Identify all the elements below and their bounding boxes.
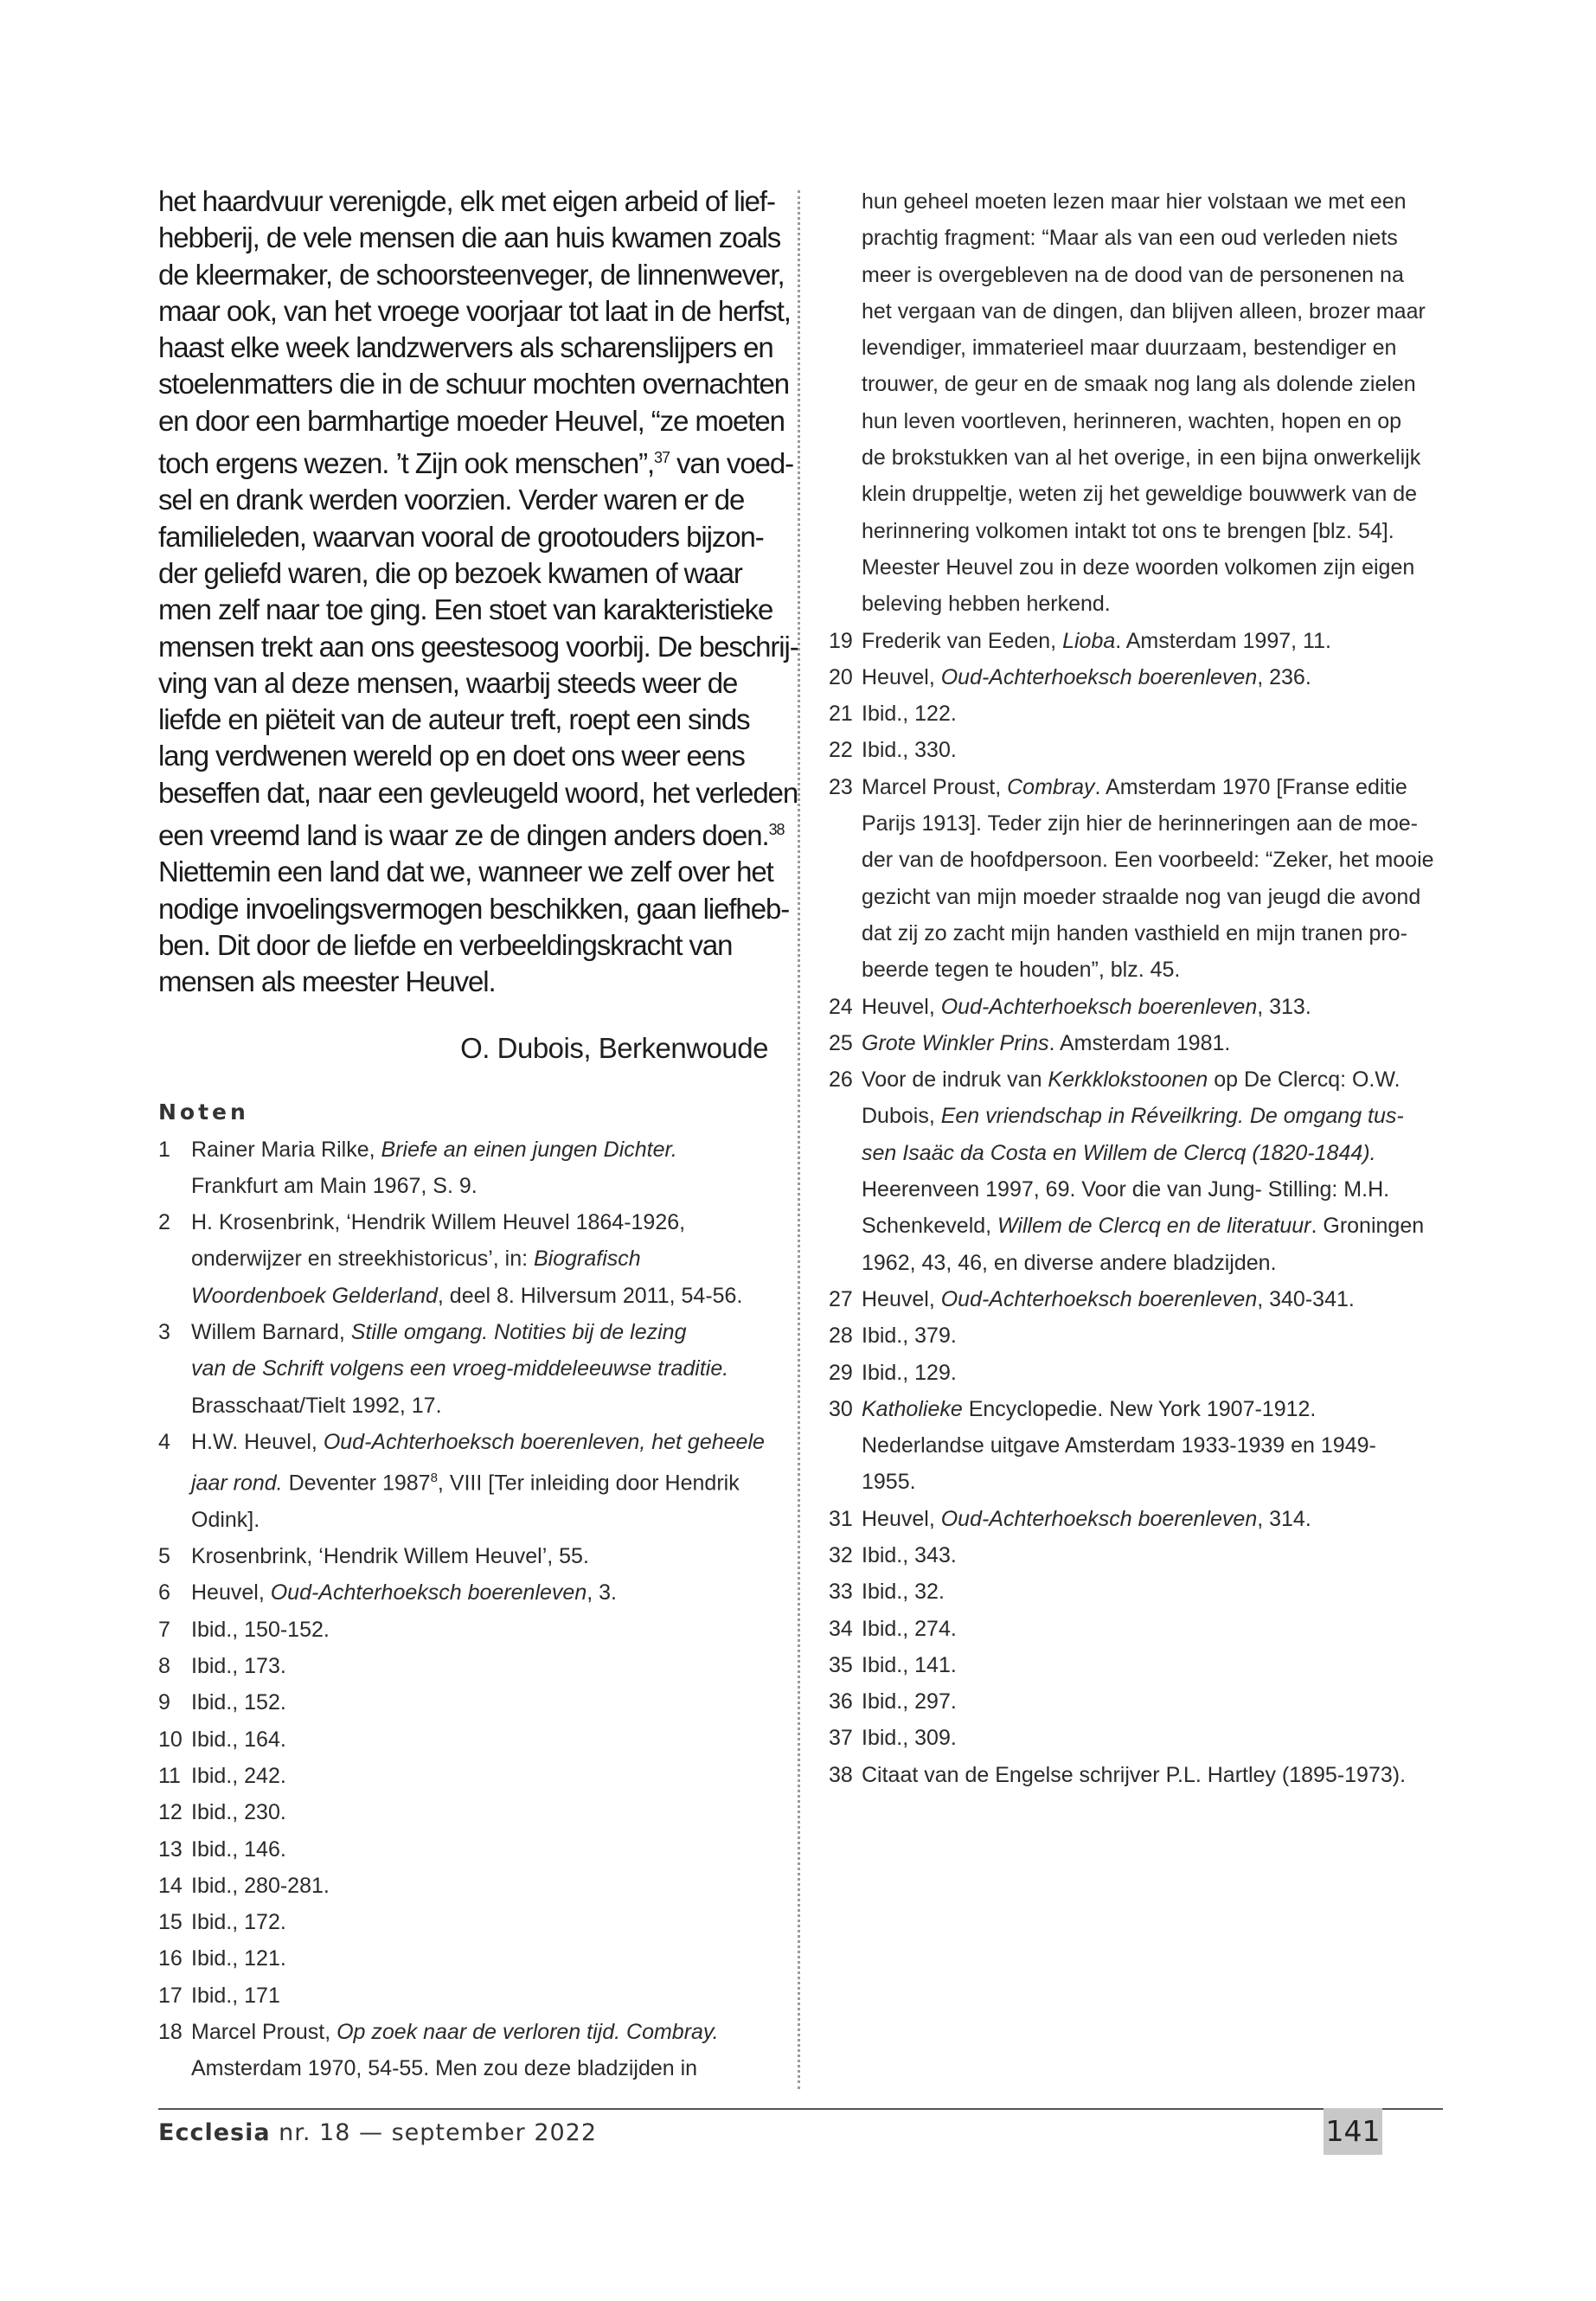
- footnote-32: 32 Ibid., 343.: [829, 1542, 957, 1567]
- article-body: [158, 183, 798, 1001]
- footnote-17: 17 Ibid., 171: [158, 1983, 280, 2008]
- footnote-29: 29 Ibid., 129.: [829, 1360, 957, 1385]
- body-line: toch ergens wezen. ’t Zijn ook menschen”,$^{37}$ van voed-: [158, 447, 793, 480]
- body-line: Niettemin een land dat we, wanneer we zelf over het: [158, 856, 773, 888]
- footnote-8: 8 Ibid., 173.: [158, 1654, 286, 1679]
- footnote-35: 35 Ibid., 141.: [829, 1652, 957, 1677]
- journal-name: Ecclesia: [158, 2119, 271, 2146]
- body-line: en door een barmhartige moeder Heuvel, “ze moeten: [158, 404, 785, 437]
- footnote-33: 33 Ibid., 32.: [829, 1580, 945, 1605]
- body-line: familieleden, waarvan vooral de grootouders bijzon-: [158, 520, 764, 553]
- body-line: lang verdwenen wereld op en doet ons weer eens: [158, 740, 745, 772]
- footnote-21: 21 Ibid., 122.: [829, 702, 957, 727]
- footnote-37: 37 Ibid., 309.: [829, 1726, 957, 1751]
- footer-rule: [158, 2108, 1443, 2110]
- footnote-13: 13 Ibid., 146.: [158, 1836, 286, 1862]
- footnote-18: 18 Marcel Proust, Op zoek naar de verloren tijd. Combray. Amsterdam 1970, 54-55. Men zou deze bladzijden in: [158, 2019, 719, 2081]
- footnote-27: 27 Heuvel, Oud-Achterhoeksch boerenleven, 340-341.: [829, 1286, 1355, 1311]
- body-line: ben. Dit door de liefde en verbeeldingskracht van: [158, 928, 733, 961]
- body-line: haast elke week landzwervers als scharenslijpers en: [158, 331, 773, 364]
- body-line: de kleermaker, de schoorsteenveger, de linnenwever,: [158, 258, 785, 291]
- body-line: het haardvuur verenigde, elk met eigen arbeid of lief-: [158, 185, 775, 217]
- body-line: der geliefd waren, die op bezoek kwamen of waar: [158, 556, 742, 589]
- body-line: hebberij, de vele mensen die aan huis kwamen zoals: [158, 221, 781, 254]
- right-column: [829, 183, 1443, 1793]
- footnote-1: 1 Rainer Maria Rilke, Briefe an einen jungen Dichter. Frankfurt am Main 1967, S. 9.: [158, 1137, 677, 1198]
- footnote-3: 3 Willem Barnard, Stille omgang. Notities bij de lezing van de Schrift volgens een vroeg-middeleeuwse traditie. Brasschaat/Tielt 1992, 17.: [158, 1320, 729, 1418]
- footnote-14: 14 Ibid., 280-281.: [158, 1873, 330, 1898]
- footnote-ref-38[interactable]: 38: [768, 821, 785, 839]
- footnote-28: 28 Ibid., 379.: [829, 1324, 957, 1349]
- body-line: maar ook, van het vroege voorjaar tot laat in de herfst,: [158, 294, 791, 327]
- footer-journal: [158, 2119, 597, 2146]
- footnote-38: 38 Citaat van de Engelse schrijver P.L. Hartley (1895-1973).: [829, 1762, 1407, 1787]
- footnote-26: 26 Voor de indruk van Kerkklokstoonen op De Clercq: O.W. Dubois, Een vriendschap in Réveilkring. De omgang tus- sen Isaäc da Costa en Willem de Clercq (1820-1844). Heerenveen 1997, 69. Voor die van Jung- Stilling: M.H. Schenkeveld, Willem de Clercq en de literatuur. Groningen 1962, 43, 46, en diverse andere bladzijden.: [829, 1067, 1425, 1275]
- column-divider: [798, 190, 800, 2089]
- footnote-36: 36 Ibid., 297.: [829, 1689, 957, 1715]
- footnote-30: 30 Katholieke Encyclopedie. New York 1907-1912. Nederlandse uitgave Amsterdam 1933-1939 en 1949- 1955.: [829, 1396, 1376, 1495]
- footnote-24: 24 Heuvel, Oud-Achterhoeksch boerenleven, 313.: [829, 994, 1311, 1019]
- footnote-6: 6 Heuvel, Oud-Achterhoeksch boerenleven, 3.: [158, 1580, 617, 1606]
- body-line: ving van al deze mensen, waarbij steeds weer de: [158, 666, 738, 699]
- footnote-16: 16 Ibid., 121.: [158, 1946, 286, 1971]
- footnote-9: 9 Ibid., 152.: [158, 1690, 286, 1715]
- body-line: beseffen dat, naar een gevleugeld woord, het verleden: [158, 776, 798, 809]
- body-line: mensen als meester Heuvel.: [158, 965, 496, 998]
- footnote-7: 7 Ibid., 150-152.: [158, 1617, 330, 1642]
- footnote-25: 25 Grote Winkler Prins. Amsterdam 1981.: [829, 1030, 1231, 1055]
- footnote-22: 22 Ibid., 330.: [829, 738, 957, 763]
- footnote-2: 2 H. Krosenbrink, ‘Hendrik Willem Heuvel 1864-1926, onderwijzer en streekhistoricus’, in: Biografisch Woordenboek Gelderland, deel 8. Hilversum 2011, 54-56.: [158, 1210, 743, 1308]
- footnote-18-continued: hun geheel moeten lezen maar hier volstaan we met een prachtig fragment: “Maar als van een oud verleden niets meer is overgebleven na de dood van de personenen na het vergaan van de dingen, dan blijven alleen, brozer maar levendiger, immaterieel maar duurzaam, bestendiger en trouwer, de geur en de smaak nog lang als dolende zielen hun leven voortleven, herinneren, wachten, hopen en op de brokstukken van al het overige, in een bijna onwerkelijk klein druppeltje, weten zij het geweldige bouwwerk van de herinnering volkomen intakt tot ons te brengen [blz. 54]. Meester Heuvel zou in deze woorden volkomen zijn eigen beleving hebben herkend.: [862, 189, 1426, 617]
- footnote-34: 34 Ibid., 274.: [829, 1616, 957, 1641]
- footnote-10: 10 Ibid., 164.: [158, 1727, 286, 1752]
- body-line: stoelenmatters die in de schuur mochten overnachten: [158, 368, 790, 401]
- footnote-5: 5 Krosenbrink, ‘Hendrik Willem Heuvel’, 55.: [158, 1544, 589, 1569]
- body-line: mensen trekt aan ons geestesoog voorbij. De beschrij-: [158, 630, 798, 663]
- footnote-11: 11 Ibid., 242.: [158, 1763, 286, 1788]
- footnote-20: 20 Heuvel, Oud-Achterhoeksch boerenleven, 236.: [829, 664, 1311, 689]
- footnote-ref-37[interactable]: 37: [654, 449, 670, 467]
- issue-info: nr. 18 — september 2022: [270, 2119, 598, 2146]
- footnote-15: 15 Ibid., 172.: [158, 1910, 286, 1935]
- footnote-19: 19 Frederik van Eeden, Lioba. Amsterdam 1997, 11.: [829, 628, 1331, 653]
- author-signature: O. Dubois, Berkenwoude: [460, 1031, 768, 1064]
- notes-heading: Noten: [158, 1099, 249, 1125]
- body-line: nodige invoelingsvermogen beschikken, gaan liefheb-: [158, 892, 790, 925]
- body-line: een vreemd land is waar ze de dingen anders doen.$^{38}$: [158, 819, 785, 852]
- footnote-31: 31 Heuvel, Oud-Achterhoeksch boerenleven, 314.: [829, 1506, 1311, 1531]
- left-column: [158, 183, 798, 2087]
- body-line: sel en drank werden voorzien. Verder waren er de: [158, 484, 745, 516]
- footnote-12: 12 Ibid., 230.: [158, 1800, 286, 1825]
- body-line: men zelf naar toe ging. Een stoet van karakteristieke: [158, 593, 773, 626]
- footnote-23: 23 Marcel Proust, Combray. Amsterdam 1970 [Franse editie Parijs 1913]. Teder zijn hier de herinneringen aan de moe- der van de hoofdpersoon. Een voorbeeld: “Zeker, het mooie gezicht van mijn moeder straalde nog van jeugd die avond dat zij zo zacht mijn handen vasthield en mijn tranen pro- beerde tegen te houden”, blz. 45.: [829, 774, 1434, 983]
- body-line: liefde en piëteit van de auteur treft, roept een sinds: [158, 703, 750, 736]
- footnote-4: 4 H.W. Heuvel, Oud-Achterhoeksch boerenleven, het geheele jaar rond. Deventer 1987$^8$, VIII [Ter inleiding door Hendrik Odink].: [158, 1429, 765, 1532]
- page-number: 141: [1324, 2108, 1382, 2155]
